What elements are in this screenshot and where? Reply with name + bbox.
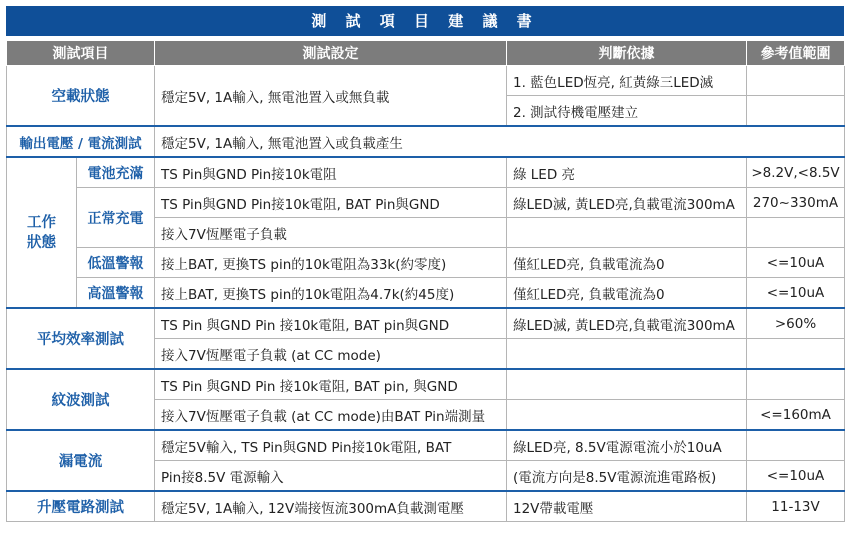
judgement-cell: (電流方向是8.5V電源流進電路板) <box>507 461 747 492</box>
table-row <box>7 491 845 522</box>
setting-cell: 穩定5V, 1A輸入, 無電池置入或負載產生 <box>155 126 845 157</box>
table-header-row <box>7 41 845 66</box>
category-working-state-line1: 工作 <box>27 214 56 231</box>
setting-cell: TS Pin 與GND Pin 接10k電阻, BAT pin與GND <box>155 308 507 339</box>
reference-cell <box>747 339 845 370</box>
reference-cell <box>747 66 845 96</box>
judgement-cell: 綠LED亮, 8.5V電源電流小於10uA <box>507 430 747 461</box>
judgement-cell <box>507 400 747 431</box>
judgement-cell: 綠LED滅, 黃LED亮,負載電流300mA <box>507 188 747 218</box>
reference-cell <box>747 96 845 127</box>
header-test-setting: 測試設定 <box>155 41 507 66</box>
judgement-cell: 2. 測試待機電壓建立 <box>507 96 747 127</box>
subcategory-normal-charge: 正常充電 <box>77 188 155 248</box>
category-average-efficiency: 平均效率測試 <box>7 308 155 369</box>
table-row <box>7 369 845 400</box>
category-boost-circuit: 升壓電路測試 <box>7 491 155 522</box>
reference-cell: >8.2V,<8.5V <box>747 157 845 188</box>
header-reference-range: 參考值範圍 <box>747 41 845 66</box>
subcategory-low-temp-alarm: 低溫警報 <box>77 248 155 278</box>
reference-cell <box>747 218 845 248</box>
table-row <box>7 188 845 218</box>
header-test-item: 測試項目 <box>7 41 155 66</box>
setting-cell: 穩定5V, 1A輸入, 無電池置入或無負載 <box>155 66 507 127</box>
setting-cell: 接入7V恆壓電子負載 (at CC mode)由BAT Pin端測量 <box>155 400 507 431</box>
setting-cell: 穩定5V, 1A輸入, 12V端接恆流300mA負載測電壓 <box>155 491 507 522</box>
table-row <box>7 157 845 188</box>
category-leakage-current: 漏電流 <box>7 430 155 491</box>
reference-cell: 11-13V <box>747 491 845 522</box>
reference-cell: <=160mA <box>747 400 845 431</box>
reference-cell: <=10uA <box>747 278 845 309</box>
test-plan-document <box>6 6 844 522</box>
setting-cell: 接入7V恆壓電子負載 <box>155 218 507 248</box>
test-plan-table <box>6 40 845 522</box>
table-row <box>7 278 845 309</box>
judgement-cell: 僅紅LED亮, 負載電流為0 <box>507 278 747 309</box>
judgement-cell: 綠LED滅, 黃LED亮,負載電流300mA <box>507 308 747 339</box>
document-title: 測 試 項 目 建 議 書 <box>6 6 844 36</box>
judgement-cell: 綠 LED 亮 <box>507 157 747 188</box>
judgement-cell <box>507 339 747 370</box>
table-row <box>7 126 845 157</box>
judgement-cell: 僅紅LED亮, 負載電流為0 <box>507 248 747 278</box>
judgement-cell: 1. 藍色LED恆亮, 紅黃綠三LED滅 <box>507 66 747 96</box>
reference-cell: <=10uA <box>747 248 845 278</box>
reference-cell: <=10uA <box>747 461 845 492</box>
category-ripple-test: 紋波測試 <box>7 369 155 430</box>
table-row <box>7 430 845 461</box>
table-row <box>7 248 845 278</box>
category-working-state-line2: 狀態 <box>27 234 56 251</box>
header-judgement: 判斷依據 <box>507 41 747 66</box>
setting-cell: 接上BAT, 更換TS pin的10k電阻為4.7k(約45度) <box>155 278 507 309</box>
subcategory-high-temp-alarm: 高溫警報 <box>77 278 155 309</box>
reference-cell <box>747 369 845 400</box>
setting-cell: TS Pin 與GND Pin 接10k電阻, BAT pin, 與GND <box>155 369 507 400</box>
setting-cell: 接上BAT, 更換TS pin的10k電阻為33k(約零度) <box>155 248 507 278</box>
category-working-state <box>7 157 77 308</box>
judgement-cell: 12V帶載電壓 <box>507 491 747 522</box>
category-no-load: 空載狀態 <box>7 66 155 127</box>
setting-cell: Pin接8.5V 電源輸入 <box>155 461 507 492</box>
judgement-cell <box>507 369 747 400</box>
reference-cell: 270~330mA <box>747 188 845 218</box>
reference-cell: >60% <box>747 308 845 339</box>
subcategory-battery-full: 電池充滿 <box>77 157 155 188</box>
judgement-cell <box>507 218 747 248</box>
setting-cell: TS Pin與GND Pin接10k電阻, BAT Pin與GND <box>155 188 507 218</box>
reference-cell <box>747 430 845 461</box>
setting-cell: 接入7V恆壓電子負載 (at CC mode) <box>155 339 507 370</box>
setting-cell: TS Pin與GND Pin接10k電阻 <box>155 157 507 188</box>
table-row <box>7 308 845 339</box>
category-output-test: 輸出電壓 / 電流測試 <box>7 126 155 157</box>
setting-cell: 穩定5V輸入, TS Pin與GND Pin接10k電阻, BAT <box>155 430 507 461</box>
table-row <box>7 66 845 96</box>
